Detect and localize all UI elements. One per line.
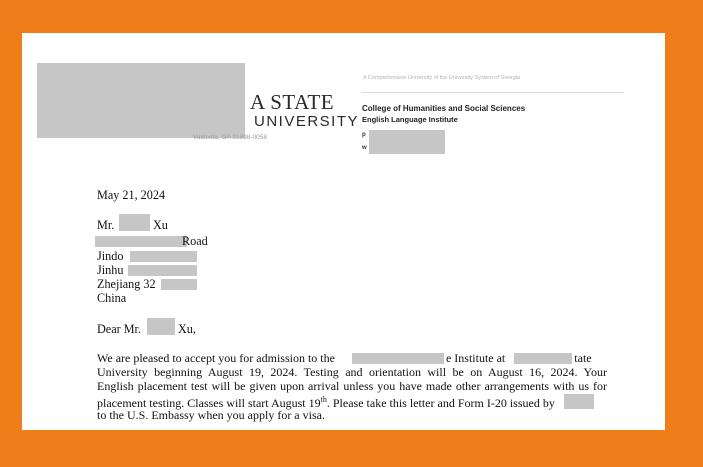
address-jindo: Jindo — [97, 249, 124, 263]
logo-state-text: A STATE — [250, 90, 335, 114]
letter-body — [97, 351, 607, 422]
letterhead-tagline: A Comprehensive University of the University System of Georgia — [363, 75, 521, 81]
redacted-street — [95, 236, 187, 247]
letterhead-divider — [362, 92, 624, 93]
body-line-4-sup: th — [320, 394, 327, 404]
body-line-4-a: placement testing. Classes will start August 19 — [97, 395, 321, 410]
college-name: College of Humanities and Social Sciences — [362, 104, 526, 113]
address-country: China — [97, 291, 127, 305]
address-zhejiang: Zhejiang 32 — [97, 277, 156, 291]
body-line-1-a: We are pleased to accept you for admission to the — [97, 351, 335, 365]
redacted-address-line-2 — [130, 251, 197, 262]
redacted-postcode — [161, 279, 197, 290]
redacted-university-name — [514, 353, 572, 364]
web-label: w — [362, 145, 367, 151]
letter-paper — [22, 33, 665, 430]
logo-university-text: UNIVERSITY — [254, 113, 360, 130]
addressee-surname: Xu — [153, 218, 168, 232]
redacted-logo — [37, 63, 245, 138]
body-line-1-b: e Institute at — [445, 351, 506, 365]
body-line-5: to the U.S. Embassy when you apply for a visa. — [97, 407, 325, 422]
redacted-salutation-name — [147, 318, 175, 335]
redacted-contact — [369, 130, 445, 154]
body-line-4 — [97, 394, 607, 408]
letterhead-address: Valdosta, GA 31698-0058 — [193, 134, 267, 141]
redacted-given-name — [119, 214, 150, 231]
redacted-address-line-3 — [128, 265, 197, 276]
body-line-1 — [97, 351, 607, 365]
body-line-4-b: . Please take this letter and Form I-20 issued by — [326, 395, 555, 410]
redacted-issuer — [564, 394, 594, 409]
salutation-end: Xu, — [178, 322, 196, 336]
phone-label: p — [362, 132, 366, 138]
street-suffix: Road — [182, 234, 208, 248]
addressee-title: Mr. — [97, 218, 115, 232]
letter-date: May 21, 2024 — [97, 188, 166, 202]
body-line-3: English placement test will be given upon arrival unless you have made other arrangements with us for — [97, 379, 607, 394]
salutation-start: Dear Mr. — [97, 322, 141, 336]
body-line-2: University beginning August 19, 2024. Testing and orientation will be on August 16, 2024. Your — [97, 365, 607, 380]
institute-name: English Language Institute — [362, 115, 458, 124]
body-line-1-c: tate — [574, 351, 592, 365]
address-jinhu: Jinhu — [97, 263, 124, 277]
redacted-institute-name — [352, 353, 444, 364]
